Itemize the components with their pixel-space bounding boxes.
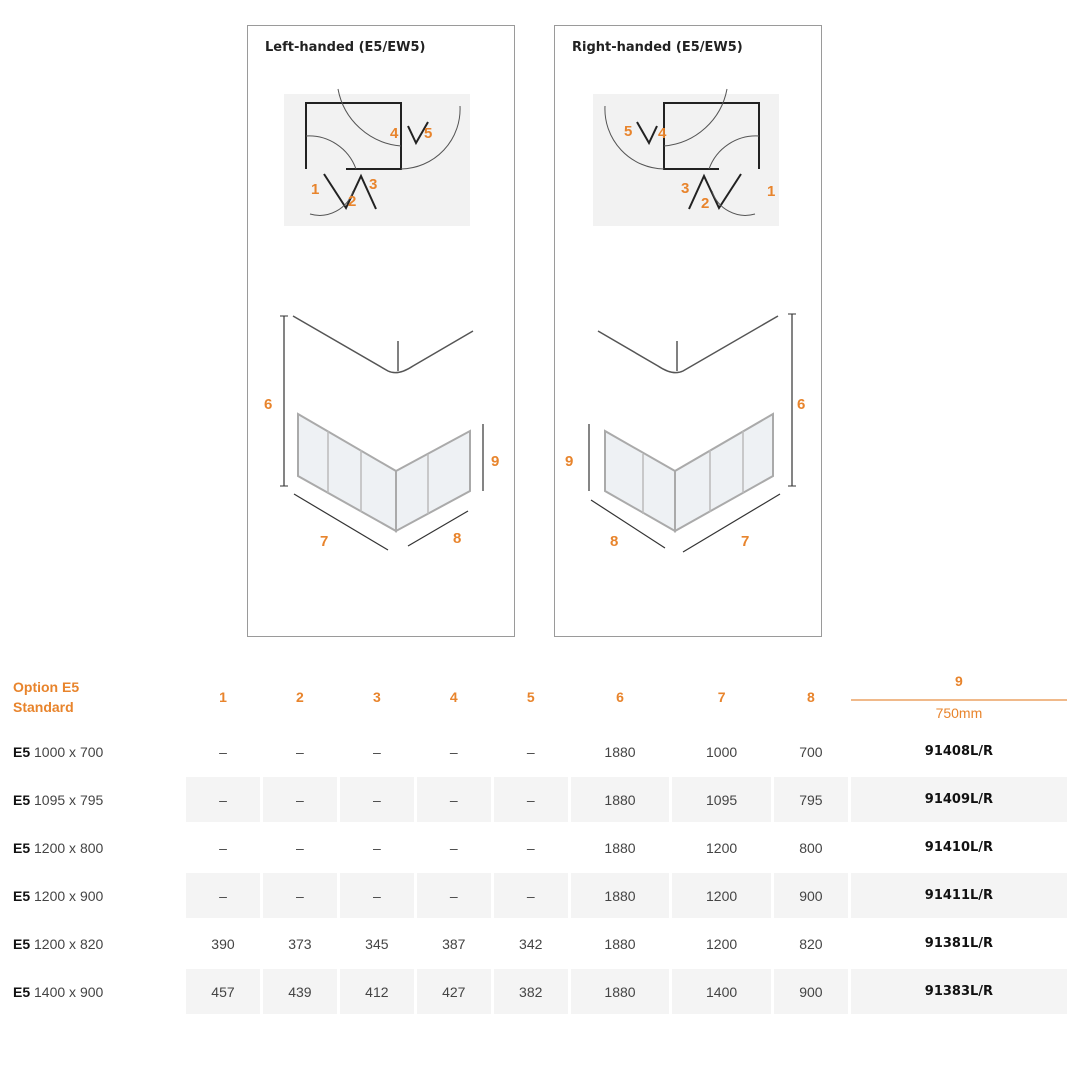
model-cell (13, 729, 183, 774)
label-7: 7 (320, 533, 329, 550)
dimension-cell-3: – (340, 777, 414, 822)
dimension-cell-7: 1200 (672, 873, 771, 918)
dimension-cell-2: – (263, 873, 337, 918)
table-row (13, 825, 1067, 870)
model-cell (13, 777, 183, 822)
dimension-cell-5: – (494, 873, 568, 918)
dimension-cell-5: – (526, 839, 535, 856)
col-header-6: 6 (616, 689, 624, 705)
col-header-4: 4 (449, 689, 458, 705)
dimension-cell-7: 1400 (672, 969, 771, 1014)
dimension-cell-3: – (372, 839, 381, 856)
dimension-cell-3: 412 (340, 969, 414, 1014)
dimension-cell-6: 1880 (571, 873, 670, 918)
label-9: 9 (565, 453, 574, 470)
label-8: 8 (610, 533, 619, 550)
label-8: 8 (453, 530, 462, 547)
dimension-cell-5: 382 (494, 969, 568, 1014)
model-prefix: E5 (13, 935, 31, 952)
dimension-cell-1: – (186, 873, 260, 918)
label-5: 5 (624, 123, 633, 140)
right-handed-panel (554, 25, 822, 637)
table-header-row (13, 668, 1067, 726)
dimension-cell-1: – (219, 839, 227, 856)
dimension-cell-4: 387 (442, 935, 466, 952)
panel-title: Right-handed (E5/EW5) (572, 40, 743, 55)
col-header-8: 8 (806, 689, 815, 705)
model-prefix: E5 (13, 887, 31, 904)
product-code-cell: 91381L/R (924, 936, 994, 951)
model-size: 1200 x 800 (34, 839, 104, 856)
model-prefix: E5 (13, 983, 31, 1000)
dimension-cell-1: 457 (186, 969, 260, 1014)
plan-lines-right (637, 103, 759, 209)
label-4: 4 (390, 125, 399, 142)
label-1: 1 (311, 181, 320, 198)
option-title: Option E5 (13, 679, 80, 695)
dimension-cell-4: 427 (417, 969, 491, 1014)
col-header-7: 7 (717, 689, 726, 705)
dimension-cell-8: 820 (799, 935, 823, 952)
dimension-cell-6: 1880 (571, 777, 670, 822)
product-code-cell: 91410L/R (924, 840, 994, 855)
col-header-9-height: 750mm (851, 699, 1067, 721)
model-cell (13, 921, 183, 966)
label-4: 4 (658, 125, 667, 142)
option-header (13, 668, 183, 726)
model-prefix: E5 (13, 791, 31, 808)
shower-rail-right (598, 316, 778, 373)
dimension-cell-6: 1880 (571, 969, 670, 1014)
col-header-9 (851, 668, 1067, 726)
dimension-cell-4: – (417, 777, 491, 822)
label-6: 6 (264, 396, 273, 413)
dimension-cell-4: – (449, 743, 458, 760)
model-size: 1200 x 900 (34, 887, 104, 904)
col-header-1: 1 (219, 689, 227, 705)
dimension-cell-7: 1095 (672, 777, 771, 822)
model-size: 1000 x 700 (34, 743, 104, 760)
left-diagram (248, 26, 516, 638)
shower-panels-left (298, 414, 470, 531)
table-body (13, 729, 1067, 1014)
dimension-cell-5: 342 (519, 935, 543, 952)
dimension-cell-2: – (296, 743, 304, 760)
label-9: 9 (491, 453, 500, 470)
model-cell (13, 969, 183, 1014)
option-subtitle: Standard (13, 699, 74, 715)
dimension-cell-1: 390 (211, 935, 235, 952)
dimension-cell-6: 1880 (604, 839, 636, 856)
table-row (13, 921, 1067, 966)
dimension-cell-2: – (296, 839, 304, 856)
dimension-cell-4: – (417, 873, 491, 918)
dimension-cell-3: 345 (365, 935, 389, 952)
product-code-cell: 91409L/R (851, 777, 1067, 822)
table-row (13, 873, 1067, 918)
label-2: 2 (348, 193, 357, 210)
label-3: 3 (681, 180, 690, 197)
col-header-9-number: 9 (955, 673, 963, 689)
dimension-cell-3: – (372, 743, 381, 760)
dimension-cell-8: 700 (799, 743, 823, 760)
dimension-cell-8: 800 (799, 839, 823, 856)
dimension-cell-7: 1200 (706, 935, 738, 952)
label-3: 3 (369, 176, 378, 193)
dimension-cell-1: – (219, 743, 227, 760)
col-header-5: 5 (526, 689, 535, 705)
label-2: 2 (701, 195, 710, 212)
product-code-cell: 91411L/R (851, 873, 1067, 918)
dimension-cell-3: – (340, 873, 414, 918)
model-cell (13, 825, 183, 870)
dimension-cell-4: – (449, 839, 458, 856)
product-code-cell: 91383L/R (851, 969, 1067, 1014)
left-handed-panel (247, 25, 515, 637)
label-1: 1 (767, 183, 776, 200)
model-prefix: E5 (13, 839, 31, 856)
col-header-2: 2 (296, 689, 304, 705)
label-6: 6 (797, 396, 806, 413)
table-row (13, 969, 1067, 1014)
dimension-cell-7: 1000 (706, 743, 738, 760)
col-header-3: 3 (372, 689, 381, 705)
model-size: 1095 x 795 (34, 791, 104, 808)
product-code-cell: 91408L/R (924, 744, 994, 759)
dimension-cell-8: 900 (774, 873, 848, 918)
dimension-cell-7: 1200 (706, 839, 738, 856)
dimension-cell-2: – (263, 777, 337, 822)
shower-rail-left (293, 316, 473, 373)
dimension-cell-6: 1880 (604, 743, 636, 760)
label-7: 7 (741, 533, 750, 550)
table-row (13, 777, 1067, 822)
dimensions-table (10, 665, 1070, 1017)
panel-title: Left-handed (E5/EW5) (265, 40, 426, 55)
plan-lines-left (306, 103, 428, 209)
dimension-cell-5: – (494, 777, 568, 822)
right-diagram (555, 26, 823, 638)
label-5: 5 (424, 125, 433, 142)
dimension-cell-6: 1880 (604, 935, 636, 952)
dimension-cell-2: 439 (263, 969, 337, 1014)
model-cell (13, 873, 183, 918)
dimension-cell-8: 900 (774, 969, 848, 1014)
dimension-cell-2: 373 (288, 935, 312, 952)
model-size: 1200 x 820 (34, 935, 104, 952)
table-row (13, 729, 1067, 774)
model-size: 1400 x 900 (34, 983, 104, 1000)
model-prefix: E5 (13, 743, 31, 760)
dimension-cell-8: 795 (774, 777, 848, 822)
dimension-cell-5: – (526, 743, 535, 760)
dimension-cell-1: – (186, 777, 260, 822)
